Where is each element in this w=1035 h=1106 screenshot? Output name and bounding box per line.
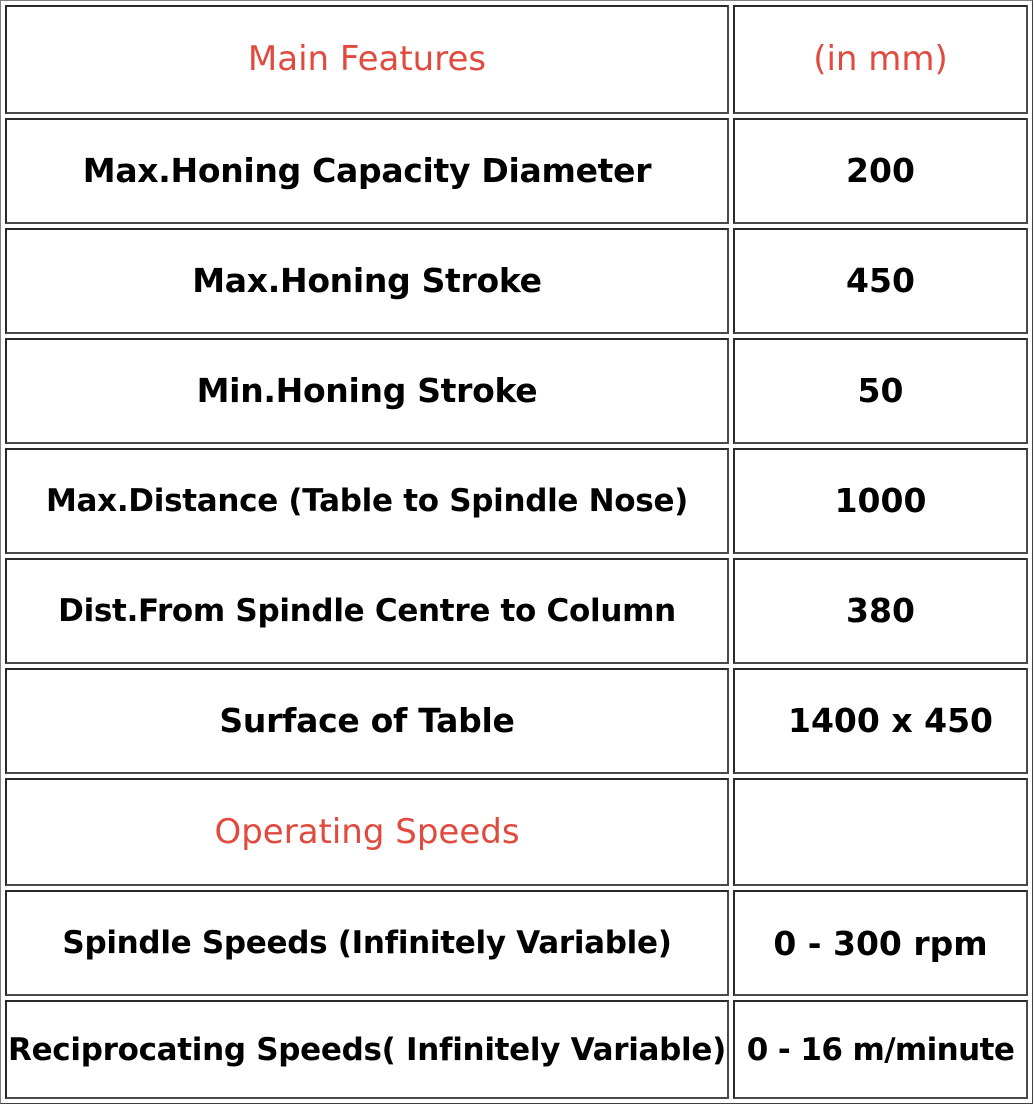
feature-label: Max.Honing Stroke xyxy=(5,228,729,334)
feature-value: 50 xyxy=(733,338,1028,444)
speed-label: Spindle Speeds (Infinitely Variable) xyxy=(5,890,729,996)
table-row xyxy=(5,228,1028,334)
table-row xyxy=(5,118,1028,224)
table-row xyxy=(5,448,1028,554)
main-features-heading: Main Features xyxy=(5,5,729,114)
feature-value: 200 xyxy=(733,118,1028,224)
feature-value: 1400 x 450 xyxy=(733,668,1028,774)
operating-speeds-value-heading xyxy=(733,778,1028,887)
section-header-row xyxy=(5,778,1028,887)
feature-label: Max.Distance (Table to Spindle Nose) xyxy=(5,448,729,554)
feature-label: Min.Honing Stroke xyxy=(5,338,729,444)
table-row xyxy=(5,890,1028,996)
table-row xyxy=(5,338,1028,444)
operating-speeds-heading: Operating Speeds xyxy=(5,778,729,887)
table-row xyxy=(5,558,1028,664)
table-row xyxy=(5,668,1028,774)
speed-value: 0 - 300 rpm xyxy=(733,890,1028,996)
feature-value: 380 xyxy=(733,558,1028,664)
speed-label: Reciprocating Speeds( Infinitely Variable) xyxy=(5,1000,729,1099)
feature-label: Surface of Table xyxy=(5,668,729,774)
feature-label: Max.Honing Capacity Diameter xyxy=(5,118,729,224)
table-row xyxy=(5,1000,1028,1099)
feature-value: 450 xyxy=(733,228,1028,334)
unit-heading: (in mm) xyxy=(733,5,1028,114)
feature-value: 1000 xyxy=(733,448,1028,554)
speed-value: 0 - 16 m/minute xyxy=(733,1000,1028,1099)
table-header-row xyxy=(5,5,1028,114)
feature-label: Dist.From Spindle Centre to Column xyxy=(5,558,729,664)
